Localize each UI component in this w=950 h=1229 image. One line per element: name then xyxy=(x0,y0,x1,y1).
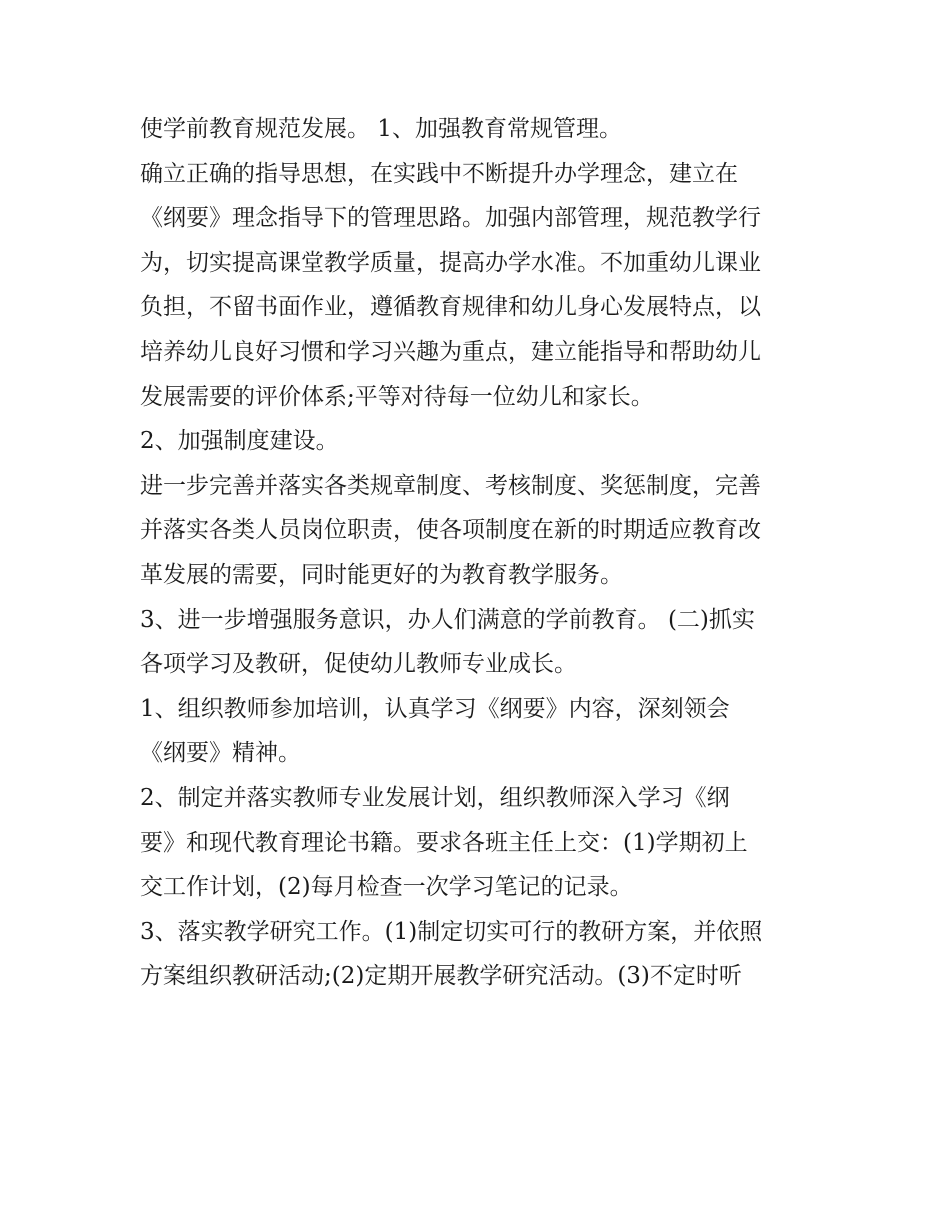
text-line: 负担，不留书面作业，遵循教育规律和幼儿身心发展特点，以 xyxy=(140,294,761,321)
text-line: 确立正确的指导思想，在实践中不断提升办学理念，建立在 xyxy=(140,160,738,187)
text-line: 要》和现代教育理论书籍。要求各班主任上交：(1)学期初上 xyxy=(140,829,748,856)
text-line: 发展需要的评价体系;平等对待每一位幼儿和家长。 xyxy=(140,383,654,410)
text-line: 革发展的需要，同时能更好的为教育教学服务。 xyxy=(140,561,623,588)
text-line: 《纲要》理念指导下的管理思路。加强内部管理，规范教学行 xyxy=(140,205,761,232)
section-heading: 2、加强制度建设。 xyxy=(140,428,339,455)
text-line: 并落实各类人员岗位职责，使各项制度在新的时期适应教育改 xyxy=(140,517,761,544)
text-line: 培养幼儿良好习惯和学习兴趣为重点，建立能指导和帮助幼儿 xyxy=(140,338,761,365)
text-line: 1、组织教师参加培训，认真学习《纲要》内容，深刻领会 xyxy=(140,695,730,722)
text-line: 交工作计划，(2)每月检查一次学习笔记的记录。 xyxy=(140,874,633,901)
text-line: 《纲要》精神。 xyxy=(140,740,301,767)
text-line: 进一步完善并落实各类规章制度、考核制度、奖惩制度，完善 xyxy=(140,472,761,499)
text-line: 使学前教育规范发展。 1、加强教育常规管理。 xyxy=(140,116,622,142)
text-line: 方案组织教研活动;(2)定期开展教学研究活动。(3)不定时听 xyxy=(140,963,742,990)
text-line: 3、落实教学研究工作。(1)制定切实可行的教研方案，并依照 xyxy=(140,918,763,945)
document-body xyxy=(140,107,820,999)
text-line: 3、进一步增强服务意识，办人们满意的学前教育。 (二)抓实 xyxy=(140,606,755,633)
text-line: 为，切实提高课堂教学质量，提高办学水准。不加重幼儿课业 xyxy=(140,249,761,276)
text-line: 各项学习及教研，促使幼儿教师专业成长。 xyxy=(140,651,577,678)
text-line: 2、制定并落实教师专业发展计划，组织教师深入学习《纲 xyxy=(140,784,730,811)
